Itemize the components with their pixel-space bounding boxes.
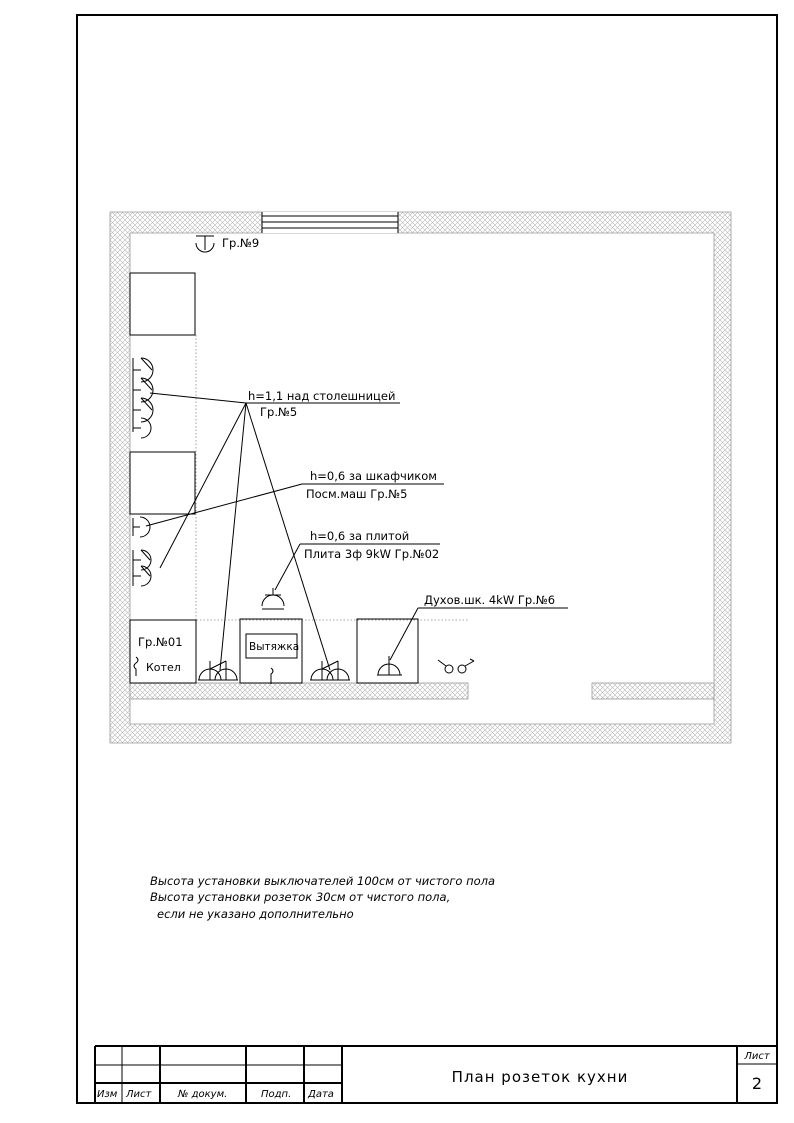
hood-label: Вытяжка <box>249 641 300 653</box>
general-notes <box>150 874 495 921</box>
sheet-number: 2 <box>751 1074 763 1093</box>
socket-group9-icon <box>196 236 214 252</box>
drawing-title: План розеток кухни <box>451 1068 629 1086</box>
switch-icon <box>438 659 474 673</box>
cabinet-height-label: h=0,6 за шкафчиком <box>310 469 437 483</box>
header-doc-no: № докум. <box>178 1089 228 1100</box>
partition-right <box>592 683 714 699</box>
partition-left <box>130 683 468 699</box>
group5-label: Гр.№5 <box>260 405 298 419</box>
boiler-outlet-icon <box>134 657 138 676</box>
stove-label: Плита 3ф 9kW Гр.№02 <box>304 547 440 561</box>
header-date: Дата <box>308 1089 334 1100</box>
note-line-1: Высота установки выключателей 100см от чистого пола <box>150 874 496 888</box>
cabinet-upper <box>130 273 195 335</box>
socket-counter-right-icon <box>310 661 350 680</box>
stove-height-label: h=0,6 за плитой <box>310 529 410 543</box>
counter-height-label: h=1,1 над столешницей <box>248 389 396 403</box>
kitchen-plan <box>110 212 731 743</box>
boiler-group-label: Гр.№01 <box>138 635 183 649</box>
window <box>262 212 398 233</box>
hood-outlet-icon <box>271 668 273 684</box>
header-sign: Подп. <box>261 1089 292 1100</box>
socket-counter-left-icon <box>198 661 238 680</box>
socket-group5-icon <box>133 358 153 438</box>
sheet-label: Лист <box>744 1051 770 1062</box>
dishwasher-socket-icon <box>133 517 150 537</box>
header-list: Лист <box>126 1089 152 1100</box>
note-line-3: если не указано дополнительно <box>157 907 354 921</box>
oven-unit <box>357 619 418 683</box>
note-line-2: Высота установки розеток 30см от чистого пола, <box>150 890 451 904</box>
group9-label: Гр.№9 <box>222 236 260 250</box>
cabinet-middle <box>130 452 195 514</box>
socket-lower-icon <box>133 550 151 586</box>
dishwasher-label: Посм.маш Гр.№5 <box>306 487 408 501</box>
title-block <box>95 1046 777 1103</box>
oven-socket-icon <box>377 656 402 675</box>
oven-label: Духов.шк. 4kW Гр.№6 <box>424 593 556 607</box>
stove-socket-icon <box>262 588 284 609</box>
header-izm: Изм <box>97 1089 118 1100</box>
boiler-label: Котел <box>146 661 181 674</box>
